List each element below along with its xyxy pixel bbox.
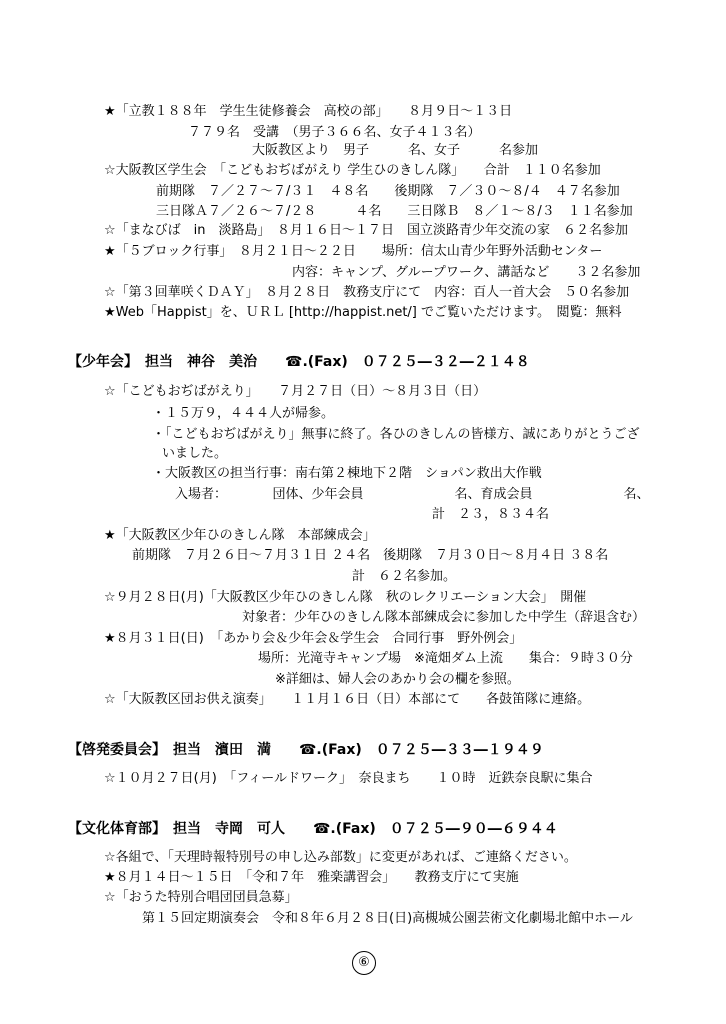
text-line: ・「こどもおぢばがえり」無事に終了。各ひのきしんの皆様方、誠にありがとうござ (152, 427, 640, 442)
text-line: ７７９名 受講 （男子３６６名、女子４１３名） (188, 125, 481, 140)
text-line: ・大阪教区の担当行事：南右第２棟地下２階 ショパン救出大作戦 (152, 466, 542, 481)
text-line: 計 ６２名参加。 (352, 569, 457, 584)
text-line: 対象者：少年ひのきしん隊本部練成会に参加した中学生（辞退含む） (242, 610, 646, 625)
text-line: ★Web「Happist」を、ＵＲＬ [http://happist.net/] でご覧いただけます。 閲覧：無料 (104, 305, 622, 320)
text-line: ☆各組で、「天理時報特別号の申し込み部数」に変更があれば、ご連絡ください。 (104, 850, 577, 865)
page-number: ⑥ (352, 951, 376, 975)
text-line: ★８月３１日(日) 「あかり会＆少年会＆学生会 合同行事 野外例会」 (104, 631, 523, 646)
section-heading-keihatsu: 【啓発委員会】 担当 濱田 満 ☎.(Fax) ０７２５―３３―１９４９ (68, 742, 544, 758)
text-line: ★「大阪教区少年ひのきしん隊 本部練成会」 (104, 528, 376, 543)
text-line: ☆「おうた特別合唱団団員急募」 (104, 890, 298, 905)
section-heading-shonenkai: 【少年会】 担当 神谷 美治 ☎.(Fax) ０７２５―３２―２１４８ (68, 354, 530, 370)
text-line: ★「５ブロック行事」 ８月２１日～２２日 場所：信太山青少年野外活動センター (104, 244, 603, 259)
text-line: 三日隊Ａ７／２６～７/２８ ４名 三日隊Ｂ ８／１～８/３ １１名参加 (156, 204, 633, 219)
text-line: 入場者： 団体、少年会員 名、育成会員 名、 (175, 487, 650, 502)
text-line: 前期隊 ７月２６日～７月３１日 ２４名 後期隊 ７月３０日～８月４日 ３８名 (132, 548, 609, 563)
text-line: ☆９月２８日(月)「大阪教区少年ひのきしん隊 秋のレクリエーション大会」 開催 (104, 590, 587, 605)
text-line: ☆「第３回華咲くＤＡＹ」 ８月２８日 教務支庁にて 内容：百人一首大会 ５０名参加 (104, 285, 630, 300)
text-line: ・１５万９，４４４人が帰参。 (152, 406, 335, 421)
text-line: ☆「大阪教区団お供え演奏」 １１月１６日（日）本部にて 各鼓笛隊に連絡。 (104, 692, 591, 707)
text-line: ☆「まなびば in 淡路島」 ８月１６日～１７日 国立淡路青少年交流の家 ６２名参加 (104, 223, 629, 238)
text-line: 内容：キャンプ、グループワーク、講話など ３２名参加 (292, 265, 641, 280)
text-line: 前期隊 ７／２７～７/３１ ４８名 後期隊 ７／３０～８/４ ４７名参加 (156, 184, 620, 199)
text-line: ※詳細は、婦人会のあかり会の欄を参照。 (275, 672, 520, 687)
section-heading-bunka-taiiku: 【文化体育部】 担当 寺岡 可人 ☎.(Fax) ０７２５―９０―６９４４ (68, 821, 558, 837)
text-line: いました。 (162, 446, 228, 461)
text-line: ☆１０月２７日(月) 「フィールドワーク」 奈良まち １０時 近鉄奈良駅に集合 (104, 771, 593, 786)
text-line: ☆大阪教区学生会 「こどもおぢばがえり 学生ひのきしん隊」 合計 １１０名参加 (104, 163, 601, 178)
text-line: 大阪教区より 男子 名、女子 名参加 (252, 143, 539, 158)
text-line: 計 ２３，８３４名 (432, 507, 550, 522)
text-line: ☆「こどもおぢばがえり」 ７月２７日（日）～８月３日（日） (104, 384, 487, 399)
text-line: 第１５回定期演奏会 令和８年６月２８日(日)高槻城公園芸術文化劇場北館中ホール (142, 911, 633, 926)
text-line: ★「立教１８８年 学生生徒修養会 高校の部」 ８月９日～１３日 (104, 104, 513, 119)
text-line: ★８月１４日～１５日 「令和７年 雅楽講習会」 教務支庁にて実施 (104, 870, 519, 885)
text-line: 場所：光滝寺キャンプ場 ※滝畑ダム上流 集合：９時３０分 (258, 651, 633, 666)
